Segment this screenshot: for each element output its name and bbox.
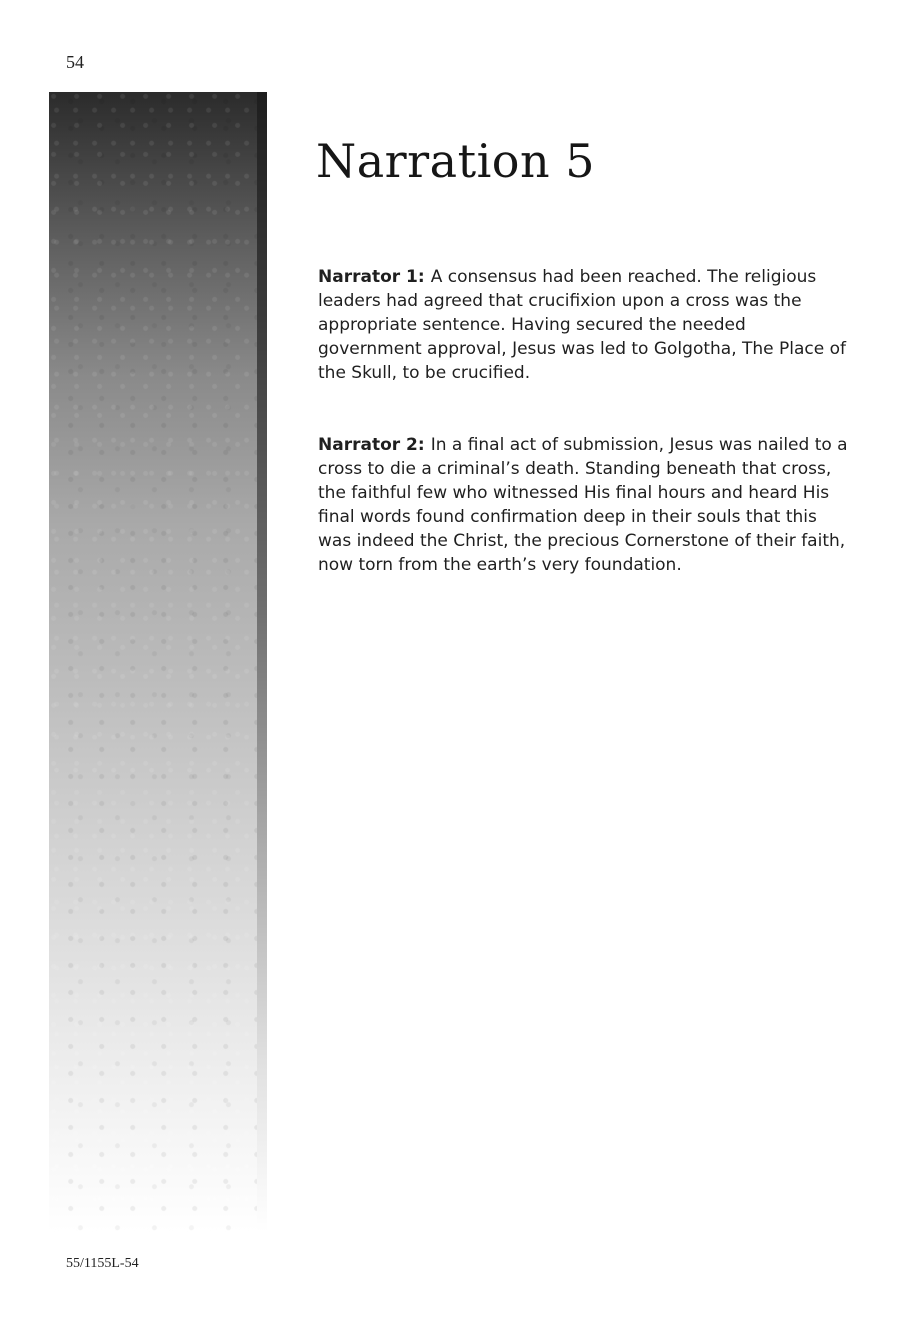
page-title: Narration 5 <box>316 134 595 188</box>
page-number: 54 <box>66 52 84 72</box>
decorative-side-panel <box>49 92 267 1232</box>
narration-paragraph-2 <box>318 433 848 577</box>
footer-code: 55/1155L-54 <box>66 1256 139 1271</box>
narration-paragraph-1 <box>318 265 848 385</box>
narrator-2-text: In a final act of submission, Jesus was nailed to a cross to die a criminal’s death. Standing beneath that cross, the faithful few who witnessed His final hours and heard His final words found confirmation deep in their souls that this was indeed the Christ, the precious Cornerstone of their faith, now torn from the earth’s very foundation. <box>318 435 848 575</box>
side-panel-edge <box>257 92 267 1232</box>
narrator-1-label: Narrator 1: <box>318 267 425 287</box>
narrator-2-label: Narrator 2: <box>318 435 425 455</box>
narrator-1-text: A consensus had been reached. The religious leaders had agreed that crucifixion upon a cross was the appropriate sentence. Having secured the needed government approval, Jesus was led to Golgotha, The Place of the Skull, to be crucified. <box>318 267 847 383</box>
